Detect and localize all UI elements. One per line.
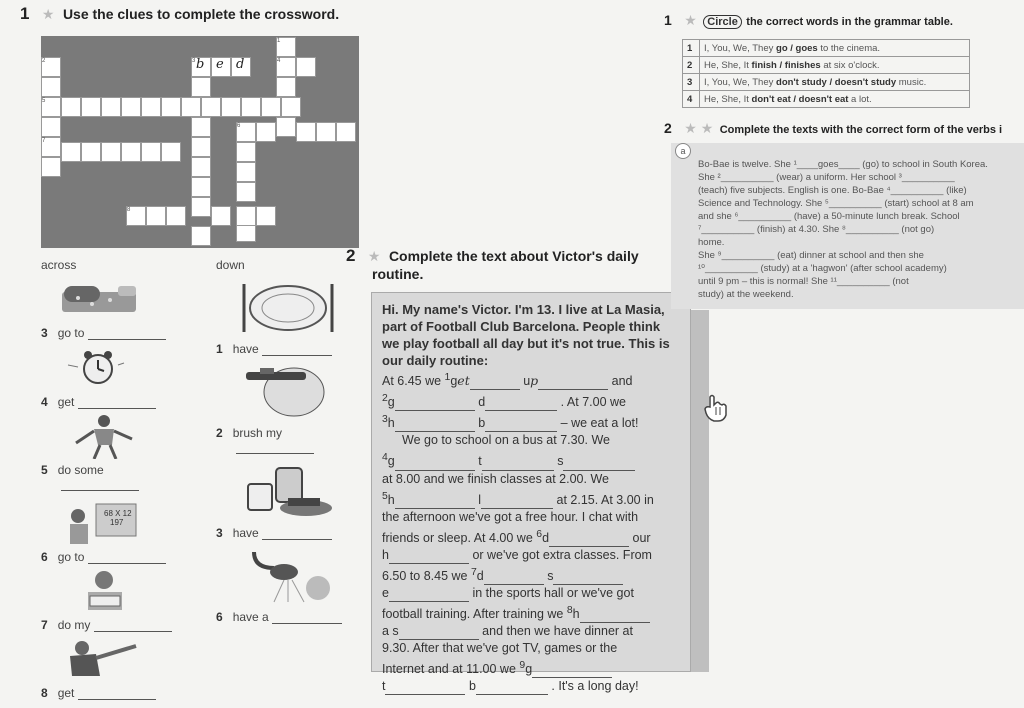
crossword-cell[interactable] xyxy=(191,226,211,246)
answer-blank[interactable] xyxy=(553,574,623,585)
reading-line: a s and then we have dinner at xyxy=(382,624,633,639)
crossword-cell[interactable] xyxy=(236,162,256,182)
bo-bae-text: Bo-Bae is twelve. She ¹____goes____ (go) to school in South Korea. She ²__________ (wear) a uniform. Her school ³__________ (teach) five subjects. English is one. Bo-Bae ⁴__________ (like) Science and Technology. She ⁵__________ (start) school at 8 am and she ⁶__________ (have) a 50-minute lunch break. School ⁷__________ (finish) at 4.30. She ⁸__________ (not go) home. She ⁹__________ (eat) dinner at school and then she ¹⁰__________ (study) at a 'hagwon' (after school academy) until 9 pm – this is normal! She ¹¹__________ (not study) at the weekend. xyxy=(698,159,988,300)
victor-text-box xyxy=(371,292,691,694)
crossword-cell[interactable] xyxy=(181,97,201,117)
grammar-table xyxy=(682,39,970,108)
crossword-cell[interactable] xyxy=(281,97,301,117)
reading-line: At 6.45 we $^1$get up and xyxy=(382,372,633,389)
crossword-cell[interactable] xyxy=(191,117,211,137)
down-label: down xyxy=(216,258,245,272)
word-choice[interactable]: finish / finishes xyxy=(751,59,821,71)
exercise-heading: routine. xyxy=(372,266,424,282)
reading-line: $^4$g t s xyxy=(382,449,680,470)
reading-line: at 8.00 and we finish classes at 2.00. We xyxy=(382,471,609,486)
table-row: 3 I, You, We, They don't study / doesn't study music. xyxy=(683,74,970,91)
answer-blank[interactable] xyxy=(549,536,629,547)
bed-picture xyxy=(58,278,142,320)
down-clue: 1 have xyxy=(216,342,332,356)
crossword-cell[interactable]: 4 xyxy=(276,57,296,77)
crossword-cell[interactable]: 1 xyxy=(276,37,296,57)
down-clue: 6 have a xyxy=(216,610,342,624)
across-label: across xyxy=(41,258,77,272)
crossword-cell[interactable] xyxy=(101,97,121,117)
crossword-cell[interactable] xyxy=(121,142,141,162)
crossword-cell[interactable] xyxy=(141,142,161,162)
across-clue: 7 do my xyxy=(41,618,172,632)
crossword-cell[interactable] xyxy=(256,206,276,226)
svg-text:197: 197 xyxy=(110,518,124,527)
getting-dressed-picture xyxy=(60,636,140,680)
answer-blank[interactable] xyxy=(482,460,554,471)
crossword-cell[interactable] xyxy=(191,157,211,177)
answer-blank[interactable] xyxy=(563,460,635,471)
crossword-cell[interactable] xyxy=(236,142,256,162)
word-choice[interactable]: don't eat / doesn't eat xyxy=(751,93,849,105)
reading-line: We go to school on a bus at 7.30. We xyxy=(402,433,611,448)
reading-box-side-bar xyxy=(691,310,709,672)
reading-line: e in the sports hall or we've got xyxy=(382,586,634,601)
down-clue: 3 have xyxy=(216,526,332,540)
crossword-cell[interactable] xyxy=(101,142,121,162)
crossword-cell[interactable] xyxy=(61,142,81,162)
crossword-cell[interactable] xyxy=(316,122,336,142)
table-row: 1 I, You, We, They go / goes to the cinema. xyxy=(683,40,970,57)
crossword-cell[interactable] xyxy=(296,57,316,77)
across-clue: 6 go to xyxy=(41,550,166,564)
crossword-cell[interactable]: 7 xyxy=(41,137,61,157)
crossword-cell[interactable] xyxy=(241,97,261,117)
crossword-cell[interactable] xyxy=(336,122,356,142)
exercise-number: 2 xyxy=(346,246,356,265)
across-clue: 8 get xyxy=(41,686,156,700)
crossword-cell[interactable] xyxy=(191,177,211,197)
exercise-1-header xyxy=(20,4,339,24)
answer-blank[interactable] xyxy=(485,421,557,432)
crossword-cell[interactable] xyxy=(191,197,211,217)
crossword-cell[interactable] xyxy=(236,182,256,202)
exercise-heading: Complete the text about Victor's daily xyxy=(388,248,639,264)
answer-blank[interactable] xyxy=(389,591,469,602)
crossword-cell[interactable] xyxy=(41,77,61,97)
crossword-cell[interactable]: 3 b xyxy=(191,57,211,77)
table-row: 2 He, She, It finish / finishes at six o'clock. xyxy=(683,57,970,74)
crossword-cell[interactable] xyxy=(161,142,181,162)
reading-line: football training. After training we $^8$h xyxy=(382,602,680,623)
hand-cursor-icon xyxy=(702,393,730,429)
word-choice[interactable]: go / goes xyxy=(776,42,818,54)
shower-picture xyxy=(244,548,340,604)
reading-line: 9.30. After that we've got TV, games or the xyxy=(382,641,618,656)
crossword-cell[interactable] xyxy=(81,142,101,162)
answer-blank[interactable] xyxy=(385,684,465,695)
answer-blank[interactable] xyxy=(395,400,475,411)
answer-blank[interactable] xyxy=(389,553,469,564)
reading-line: Internet and at 11.00 we $^9$g xyxy=(382,657,680,678)
crossword-cell[interactable] xyxy=(146,206,166,226)
crossword-cell[interactable]: 2 xyxy=(41,57,61,77)
across-clue: 3 go to xyxy=(41,326,166,340)
crossword-cell[interactable] xyxy=(261,97,281,117)
plate-and-cutlery-picture xyxy=(236,278,340,336)
crossword-cell[interactable] xyxy=(191,77,211,97)
word-choice[interactable]: don't study / doesn't study xyxy=(776,76,897,88)
reading-line: t b . It's a long day! xyxy=(382,679,639,694)
crossword-cell[interactable] xyxy=(211,206,231,226)
reading-line: $^5$h l at 2.15. At 3.00 in xyxy=(382,490,654,507)
exercise-heading: Use the clues to complete the crossword. xyxy=(62,6,340,22)
across-clue: 4 get xyxy=(41,395,156,409)
reading-child-picture xyxy=(72,568,140,612)
alarm-clock-picture xyxy=(64,347,126,389)
reading-intro: Hi. My name's Victor. I'm 13. I live at La Masia, part of Football Club Barcelona. People think we play football all day but it's not true. This is our daily routine: xyxy=(382,302,670,368)
crossword-grid xyxy=(41,36,359,248)
breakfast-picture xyxy=(244,462,336,518)
classroom-picture xyxy=(64,502,140,546)
reading-line: the afternoon we've got a free hour. I chat with xyxy=(382,509,639,524)
answer-blank[interactable] xyxy=(484,574,544,585)
table-row: 4 He, She, It don't eat / doesn't eat a lot. xyxy=(683,91,970,108)
crossword-cell[interactable] xyxy=(81,97,101,117)
crossword-cell[interactable] xyxy=(41,117,61,137)
texts-exercise-header: 2 ★ ★ Complete the texts with the correct form of the verbs i xyxy=(664,120,1003,136)
down-clue: 2 brush my xyxy=(216,426,314,454)
crossword-cell[interactable]: d xyxy=(231,57,251,77)
text-a-marker: a xyxy=(675,143,691,159)
exercise-number: 1 xyxy=(20,4,30,23)
crossword-cell[interactable] xyxy=(166,206,186,226)
crossword-cell[interactable] xyxy=(236,206,256,226)
crossword-cell[interactable]: e xyxy=(211,57,231,77)
reading-line: $^2$g d . At 7.00 we xyxy=(382,393,626,410)
crossword-cell[interactable]: 5 xyxy=(41,97,61,117)
circle-word: Circle xyxy=(703,15,742,29)
answer-blank[interactable] xyxy=(395,421,475,432)
reading-line: friends or sleep. At 4.00 we $^6$d our xyxy=(382,528,651,545)
answer-blank[interactable] xyxy=(395,460,475,471)
star-icon: ★ xyxy=(367,248,381,264)
crossword-cell[interactable] xyxy=(276,77,296,97)
svg-text:68 X 12: 68 X 12 xyxy=(104,509,132,518)
crossword-cell[interactable] xyxy=(296,122,316,142)
toothbrush-picture xyxy=(236,362,340,418)
star-icon: ★ xyxy=(41,6,55,22)
crossword-cell[interactable]: 6 xyxy=(236,122,256,142)
crossword-cell[interactable] xyxy=(191,137,211,157)
reading-line: 6.50 to 8.45 we $^7$d s xyxy=(382,564,680,585)
crossword-cell[interactable] xyxy=(141,97,161,117)
answer-blank[interactable] xyxy=(532,667,612,678)
answer-blank[interactable] xyxy=(399,629,479,640)
crossword-cell[interactable] xyxy=(201,97,221,117)
across-clue: 5 do some xyxy=(41,463,139,491)
answer-blank[interactable] xyxy=(395,498,475,509)
exercise-2-header xyxy=(346,246,666,284)
answer-blank[interactable] xyxy=(485,400,557,411)
answer-blank[interactable] xyxy=(476,684,548,695)
crossword-cell[interactable] xyxy=(121,97,141,117)
crossword-cell[interactable] xyxy=(61,97,81,117)
crossword-cell[interactable] xyxy=(256,122,276,142)
reading-line: h or we've got extra classes. From xyxy=(382,547,652,562)
crossword-cell[interactable] xyxy=(161,97,181,117)
crossword-cell[interactable] xyxy=(276,117,296,137)
crossword-cell[interactable]: 8 xyxy=(126,206,146,226)
answer-blank[interactable] xyxy=(481,498,553,509)
grammar-exercise-header: 1 ★ Circle the correct words in the grammar table. xyxy=(664,12,953,28)
crossword-cell[interactable] xyxy=(221,97,241,117)
exercise-person-picture xyxy=(64,413,140,459)
answer-blank[interactable] xyxy=(580,612,650,623)
reading-line: $^3$h b – we eat a lot! xyxy=(382,414,639,431)
crossword-cell[interactable] xyxy=(41,157,61,177)
